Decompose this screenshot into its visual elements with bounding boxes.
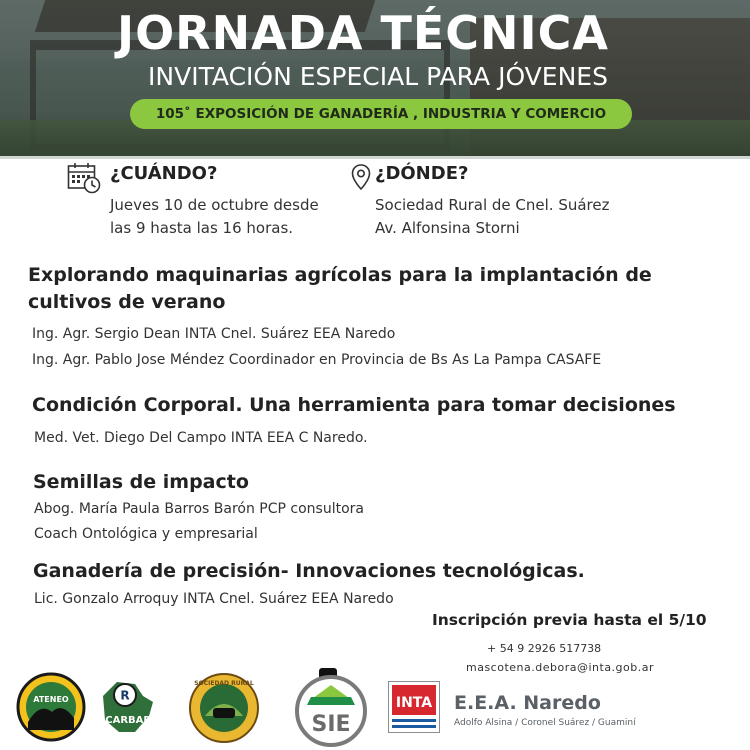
page-subtitle: INVITACIÓN ESPECIAL PARA JÓVENES xyxy=(148,62,608,91)
calendar-clock-icon xyxy=(67,162,101,194)
speaker: Ing. Agr. Pablo Jose Méndez Coordinador en Provincia de Bs As La Pampa CASAFE xyxy=(32,352,602,368)
agenda-topic-3 xyxy=(33,469,249,496)
speaker: Lic. Gonzalo Arroquy INTA Cnel. Suárez EEA Naredo xyxy=(34,591,394,607)
ateneo-logo xyxy=(16,672,86,742)
sociedad-rural-logo xyxy=(187,672,261,744)
agenda-topic-1 xyxy=(28,262,652,316)
header-divider xyxy=(0,156,750,159)
location-pin-icon xyxy=(351,164,371,190)
carbap-logo-text: CARBAP xyxy=(105,715,151,726)
header-banner xyxy=(0,0,750,158)
exposition-badge xyxy=(130,99,632,129)
sociedad-rural-logo-text: SOCIEDAD RURAL xyxy=(194,680,254,687)
agenda-topic-2 xyxy=(32,392,676,419)
when-details xyxy=(110,194,350,240)
when-heading: ¿CUÁNDO? xyxy=(110,163,218,184)
ateneo-logo-text: ATENEO xyxy=(33,695,69,704)
where-details xyxy=(375,194,705,240)
eea-naredo-title: E.E.A. Naredo xyxy=(454,692,601,714)
agenda-topic-4 xyxy=(33,558,585,585)
inta-logo-text: INTA xyxy=(395,695,433,711)
speaker: Abog. María Paula Barros Barón PCP consultora xyxy=(34,501,364,517)
speaker: Coach Ontológica y empresarial xyxy=(34,526,258,542)
topic-line: Semillas de impacto xyxy=(33,471,249,493)
inta-logo xyxy=(388,681,440,733)
where-line: Av. Alfonsina Storni xyxy=(375,219,520,237)
where-heading: ¿DÓNDE? xyxy=(375,163,469,184)
topic-line: cultivos de verano xyxy=(28,291,226,313)
where-line: Sociedad Rural de Cnel. Suárez xyxy=(375,196,610,214)
topic-line: Condición Corporal. Una herramienta para tomar decisiones xyxy=(32,394,676,416)
topic-line: Explorando maquinarias agrícolas para la implantación de xyxy=(28,264,652,286)
contact-email[interactable]: mascotena.debora@inta.gob.ar xyxy=(466,661,655,674)
when-line: Jueves 10 de octubre desde xyxy=(110,196,319,214)
page-title: JORNADA TÉCNICA xyxy=(116,6,610,60)
registration-notice: Inscripción previa hasta el 5/10 xyxy=(432,611,707,629)
sie-logo xyxy=(293,667,369,747)
carbap-mark: R xyxy=(120,688,130,703)
eea-naredo-subtitle: Adolfo Alsina / Coronel Suárez / Guaminí xyxy=(454,718,636,728)
sie-logo-text: SIE xyxy=(311,712,351,737)
topic-line: Ganadería de precisión- Innovaciones tecnológicas. xyxy=(33,560,585,582)
speaker: Med. Vet. Diego Del Campo INTA EEA C Naredo. xyxy=(34,430,368,446)
exposition-badge-label: 105˚ EXPOSICIÓN DE GANADERÍA , INDUSTRIA Y COMERCIO xyxy=(155,106,607,122)
when-line: las 9 hasta las 16 horas. xyxy=(110,219,294,237)
carbap-logo xyxy=(95,676,161,738)
contact-phone: + 54 9 2926 517738 xyxy=(487,642,602,655)
speaker: Ing. Agr. Sergio Dean INTA Cnel. Suárez EEA Naredo xyxy=(32,326,396,342)
